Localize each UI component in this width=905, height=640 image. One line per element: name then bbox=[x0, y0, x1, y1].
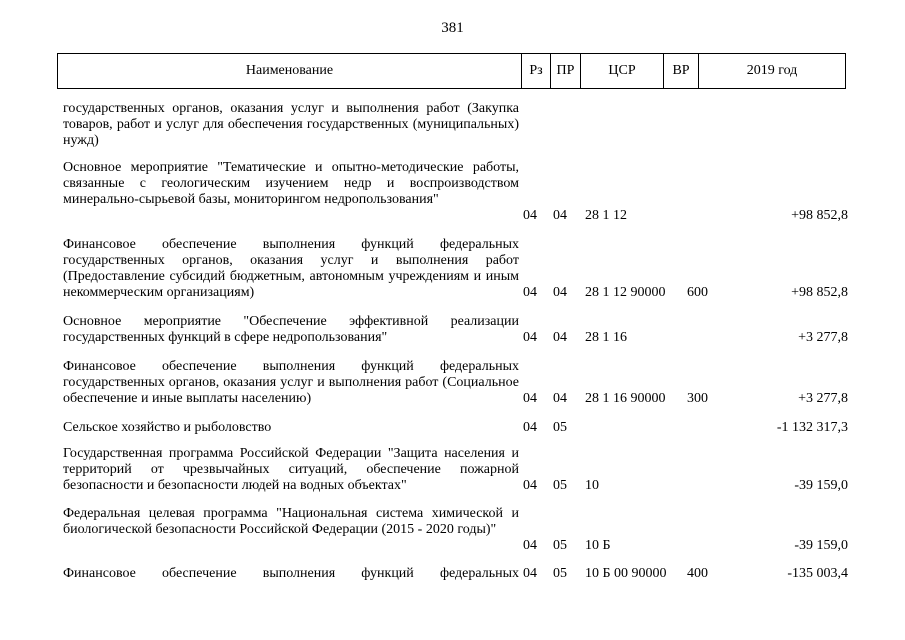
row-pr: 05 bbox=[553, 538, 567, 553]
row-csr: 28 1 12 bbox=[585, 208, 627, 223]
table-row bbox=[63, 359, 848, 407]
row-rz: 04 bbox=[523, 208, 537, 223]
row-pr: 05 bbox=[553, 420, 567, 435]
page-number: 381 bbox=[441, 20, 464, 36]
row-name: Сельское хозяйство и рыболовство bbox=[63, 420, 272, 435]
row-csr: 28 1 16 bbox=[585, 330, 627, 345]
header-rz: Рз bbox=[521, 54, 550, 88]
row-vr: 600 bbox=[687, 285, 708, 300]
row-csr: 10 Б 00 90000 bbox=[585, 566, 667, 581]
table-row bbox=[63, 420, 848, 436]
row-name: Основное мероприятие "Тематические и опытно-методические работы, связанные с геологическим изучением недр и воспроизводством минерально-сырьевой базы, мониторингом недропользования" bbox=[63, 160, 519, 207]
table-row bbox=[63, 237, 848, 301]
row-csr: 28 1 12 90000 bbox=[585, 285, 666, 300]
row-name: Финансовое обеспечение выполнения функций федеральных государственных органов, оказания услуг и выполнения работ (Социальное обеспечение и иные выплаты населению) bbox=[63, 359, 519, 406]
table-row bbox=[63, 506, 848, 554]
row-name: Финансовое обеспечение выполнения функций федеральных государственных органов, оказания услуг и выполнения работ (Предоставление субсидий бюджетным, автономным учреждениям и иным некоммерческим организациям) bbox=[63, 237, 519, 300]
table-header bbox=[57, 53, 846, 89]
row-amount: +98 852,8 bbox=[791, 208, 848, 223]
row-rz: 04 bbox=[523, 330, 537, 345]
row-csr: 28 1 16 90000 bbox=[585, 391, 666, 406]
row-amount: -39 159,0 bbox=[794, 478, 848, 493]
row-amount: +3 277,8 bbox=[798, 330, 848, 345]
row-name: Основное мероприятие "Обеспечение эффективной реализации государственных функций в сфере недропользования" bbox=[63, 314, 519, 345]
row-name: Федеральная целевая программа "Национальная система химической и биологической безопасности Российской Федерации (2015 - 2020 годы)" bbox=[63, 506, 519, 537]
row-rz: 04 bbox=[523, 420, 537, 435]
row-pr: 04 bbox=[553, 391, 567, 406]
row-rz: 04 bbox=[523, 478, 537, 493]
row-pr: 05 bbox=[553, 478, 567, 493]
table-row bbox=[63, 101, 848, 149]
row-pr: 05 bbox=[553, 566, 567, 581]
table-row bbox=[63, 160, 848, 224]
header-csr: ЦСР bbox=[580, 54, 663, 88]
row-amount: -135 003,4 bbox=[787, 566, 848, 581]
row-csr: 10 bbox=[585, 478, 599, 493]
row-name: Финансовое обеспечение выполнения функций федеральных bbox=[63, 566, 519, 581]
row-amount: +98 852,8 bbox=[791, 285, 848, 300]
table-row bbox=[63, 566, 848, 582]
row-vr: 400 bbox=[687, 566, 708, 581]
header-vr: ВР bbox=[663, 54, 698, 88]
row-name: Государственная программа Российской Федерации "Защита населения и территорий от чрезвычайных ситуаций, обеспечение пожарной безопасности и безопасности людей на водных объектах" bbox=[63, 446, 519, 493]
table-row bbox=[63, 446, 848, 494]
row-vr: 300 bbox=[687, 391, 708, 406]
row-amount: -1 132 317,3 bbox=[776, 420, 848, 435]
row-amount: -39 159,0 bbox=[794, 538, 848, 553]
row-rz: 04 bbox=[523, 391, 537, 406]
row-csr: 10 Б bbox=[585, 538, 611, 553]
header-year: 2019 год bbox=[698, 54, 845, 88]
header-pr: ПР bbox=[550, 54, 580, 88]
table-row bbox=[63, 314, 848, 346]
row-pr: 04 bbox=[553, 285, 567, 300]
header-name: Наименование bbox=[245, 63, 334, 78]
row-rz: 04 bbox=[523, 538, 537, 553]
row-pr: 04 bbox=[553, 330, 567, 345]
row-amount: +3 277,8 bbox=[798, 391, 848, 406]
row-rz: 04 bbox=[523, 285, 537, 300]
row-name: государственных органов, оказания услуг и выполнения работ (Закупка товаров, работ и услуг для обеспечения государственных (муниципальных) нужд) bbox=[63, 101, 519, 148]
row-rz: 04 bbox=[523, 566, 537, 581]
row-pr: 04 bbox=[553, 208, 567, 223]
